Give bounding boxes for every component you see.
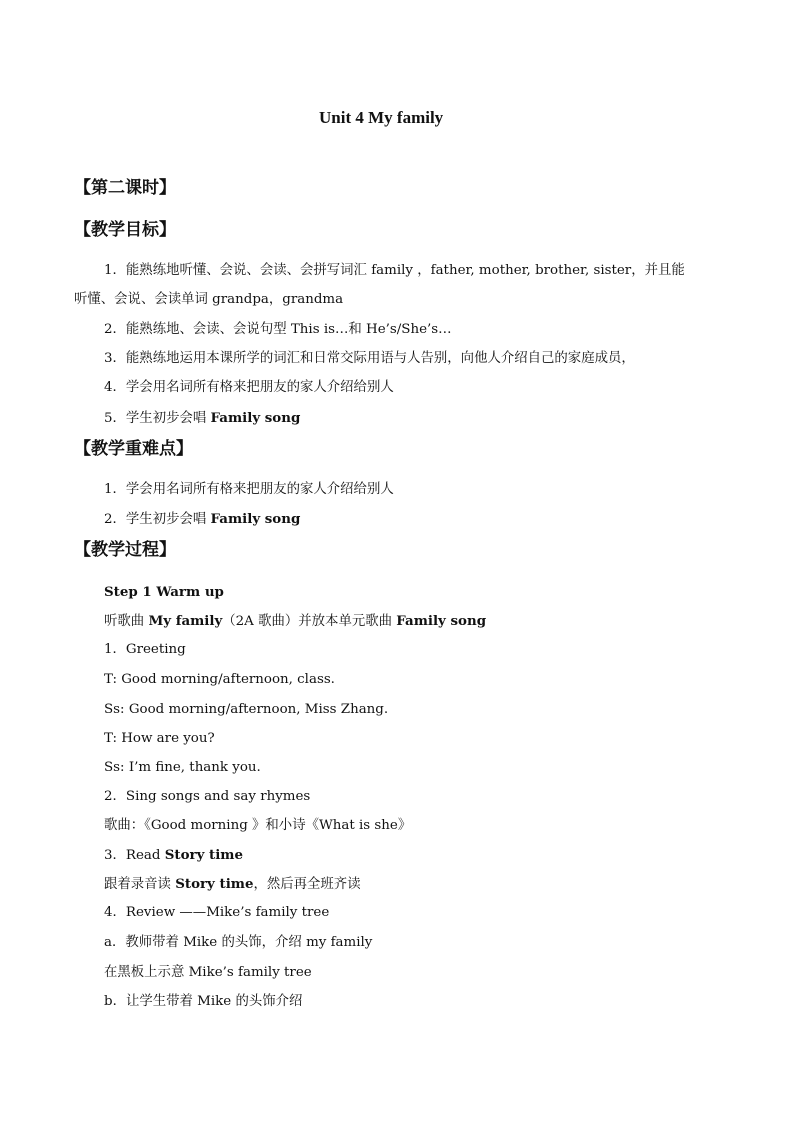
sing-item: 2．Sing songs and say rhymes xyxy=(104,789,311,804)
goal-number: 1． xyxy=(104,263,126,278)
activity-b: b．让学生带着 Mike 的头饰介绍 xyxy=(104,994,303,1009)
goal-number: 2． xyxy=(104,322,126,337)
goal-item-4 xyxy=(104,379,394,397)
goal-number: 3． xyxy=(104,351,126,366)
read-item xyxy=(104,846,243,865)
goal-text: 能熟练地、会读、会说句型 This is…和 He’s/She’s… xyxy=(125,322,452,337)
follow-line xyxy=(104,875,361,894)
goal-item-2 xyxy=(104,321,452,339)
story-time: Story time xyxy=(164,847,243,863)
listen-text-2: （2A 歌曲）并放本单元歌曲 xyxy=(222,614,397,629)
goal-item-1 xyxy=(104,262,685,280)
focus-text: 学会用名词所有格来把朋友的家人介绍给别人 xyxy=(125,482,394,497)
song-name: Family song xyxy=(210,410,301,426)
activity-a: a．教师带着 Mike 的头饰，介绍 my family xyxy=(104,935,373,950)
board-line: 在黑板上示意 Mike’s family tree xyxy=(104,965,312,980)
dialogue-line: T: How are you? xyxy=(104,731,215,746)
lesson-heading: 【第二课时】 xyxy=(74,178,176,198)
page-title: Unit 4 My family xyxy=(319,108,444,127)
dialogue-line: Ss: I’m fine, thank you. xyxy=(104,760,261,775)
songs-line: 歌曲：《Good morning 》和小诗《What is she》 xyxy=(104,818,412,833)
process-heading: 【教学过程】 xyxy=(74,540,176,560)
follow-text: 跟着录音读 xyxy=(104,877,176,892)
listen-line xyxy=(104,612,486,631)
goal-text: 学会用名词所有格来把朋友的家人介绍给别人 xyxy=(125,380,394,395)
song-name: Family song xyxy=(396,613,487,629)
goal-text: 能熟练地运用本课所学的词汇和日常交际用语与人告别，向他人介绍自己的家庭成员， xyxy=(125,351,635,366)
goal-text: 学生初步会唱 xyxy=(125,411,211,426)
goal-item-3 xyxy=(104,350,635,368)
review-item: 4．Review ——Mike’s family tree xyxy=(104,905,330,920)
step-1-heading: Step 1 Warm up xyxy=(104,584,224,600)
focus-item-1 xyxy=(104,481,394,499)
goals-heading: 【教学目标】 xyxy=(74,220,176,240)
goal-number: 4． xyxy=(104,380,126,395)
song-title: My family xyxy=(148,613,223,629)
focus-number: 2． xyxy=(104,512,126,527)
goal-number: 5． xyxy=(104,411,126,426)
focus-text: 学生初步会唱 xyxy=(125,512,211,527)
dialogue-line: T: Good morning/afternoon, class. xyxy=(104,672,335,687)
focus-number: 1． xyxy=(104,482,126,497)
focus-heading: 【教学重难点】 xyxy=(74,439,193,459)
story-time: Story time xyxy=(175,876,254,892)
follow-text-2: ，然后再全班齐读 xyxy=(253,877,361,892)
read-text: 3．Read xyxy=(104,848,165,863)
focus-item-2 xyxy=(104,510,300,529)
greeting-item: 1．Greeting xyxy=(104,642,186,657)
goal-item-1-continued: 听懂、会说、会读单词 grandpa，grandma xyxy=(74,292,344,307)
song-name: Family song xyxy=(210,511,301,527)
dialogue-line: Ss: Good morning/afternoon, Miss Zhang. xyxy=(104,702,389,717)
listen-text: 听歌曲 xyxy=(104,614,149,629)
goal-item-5 xyxy=(104,409,300,428)
goal-text: 能熟练地听懂、会说、会读、会拼写词汇 family ，father, mother, brother, sister，并且能 xyxy=(125,263,685,278)
